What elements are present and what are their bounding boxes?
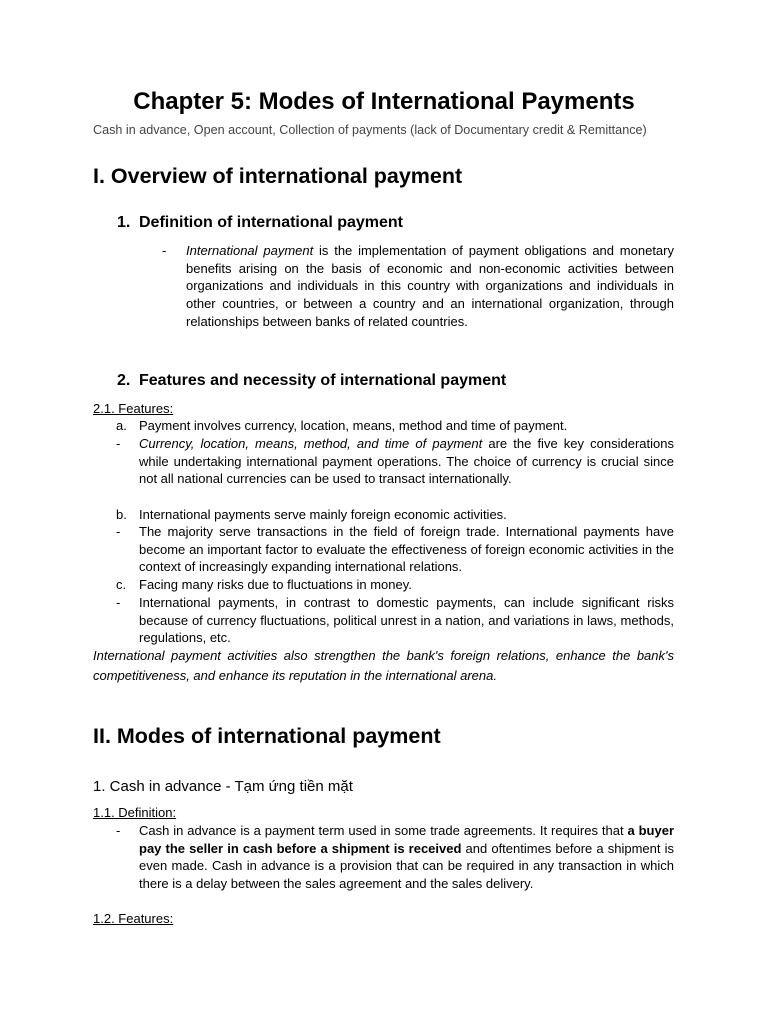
- definition-label: 1.1. Definition:: [93, 805, 177, 820]
- list-item: Facing many risks due to fluctuations in money.: [139, 577, 412, 592]
- subsection-1-2-heading: [117, 371, 506, 391]
- list-item: Payment involves currency, location, means, method and time of payment.: [139, 418, 568, 433]
- definition-text: is the implementation of payment obligations and monetary benefits arising on the basis of economic and non-economic activities between organizations and individuals in this country with organizations and individuals in other countries, or between a country and an international organization, through relationships between banks of related countries.: [186, 243, 674, 329]
- subsection-number: 2.: [117, 372, 131, 389]
- page-subtitle: Cash in advance, Open account, Collection of payments (lack of Documentary credit & Remittance): [93, 123, 647, 137]
- list-marker: a.: [116, 418, 127, 433]
- subsection-title: Features and necessity of international payment: [139, 372, 507, 389]
- list-item-emphasis: Currency, location, means, method, and time of payment: [139, 436, 483, 451]
- subsection-number: 1.: [117, 214, 131, 231]
- definition-emphasis: a buyer pay the seller in cash before a shipment is received: [139, 823, 674, 856]
- list-item: The majority serve transactions in the field of foreign trade. International payments have become an important factor to evaluate the effectiveness of foreign economic activities in the context of increasingly expanding international relations.: [139, 524, 674, 575]
- bullet-marker: -: [162, 243, 167, 258]
- list-marker: -: [116, 436, 121, 451]
- page-title: Chapter 5: Modes of International Payments: [133, 88, 635, 115]
- list-item: [139, 435, 674, 488]
- list-item-text: are the five key considerations while undertaking international payment operations. The choice of currency is crucial since not all national currencies can be used to transact internationally.: [139, 436, 674, 487]
- closing-paragraph: International payment activities also strengthen the bank's foreign relations, enhance the bank's competitiveness, and enhance its reputation in the international arena.: [93, 648, 674, 683]
- list-marker: -: [116, 595, 121, 610]
- list-marker: b.: [116, 507, 127, 522]
- list-item: International payments serve mainly foreign economic activities.: [139, 507, 507, 522]
- subsection-2-1-heading: 1. Cash in advance - Tạm ứng tiền mặt: [93, 778, 353, 795]
- section-1-heading: I. Overview of international payment: [93, 164, 463, 188]
- definition-text: and oftentimes before a shipment is even made. Cash in advance is a provision that can be required in any transaction in which there is a delay between the sales agreement and the sales delivery.: [139, 840, 674, 892]
- features-label: 1.2. Features:: [93, 911, 174, 926]
- features-label: 2.1. Features:: [93, 401, 174, 416]
- definition-paragraph: [186, 242, 674, 331]
- cash-in-advance-definition: [139, 822, 674, 893]
- section-2-heading: II. Modes of international payment: [93, 724, 441, 748]
- list-marker: -: [116, 524, 121, 539]
- bullet-marker: -: [116, 823, 121, 838]
- subsection-title: Definition of international payment: [139, 214, 404, 231]
- subsection-1-1-heading: [117, 213, 403, 233]
- list-marker: c.: [116, 577, 127, 592]
- definition-term: International payment: [186, 243, 314, 258]
- list-item: International payments, in contrast to domestic payments, can include significant risks because of currency fluctuations, political unrest in a nation, and variations in laws, methods, regulations, etc.: [139, 595, 674, 646]
- definition-text: Cash in advance is a payment term used in some trade agreements. It requires that: [139, 823, 628, 838]
